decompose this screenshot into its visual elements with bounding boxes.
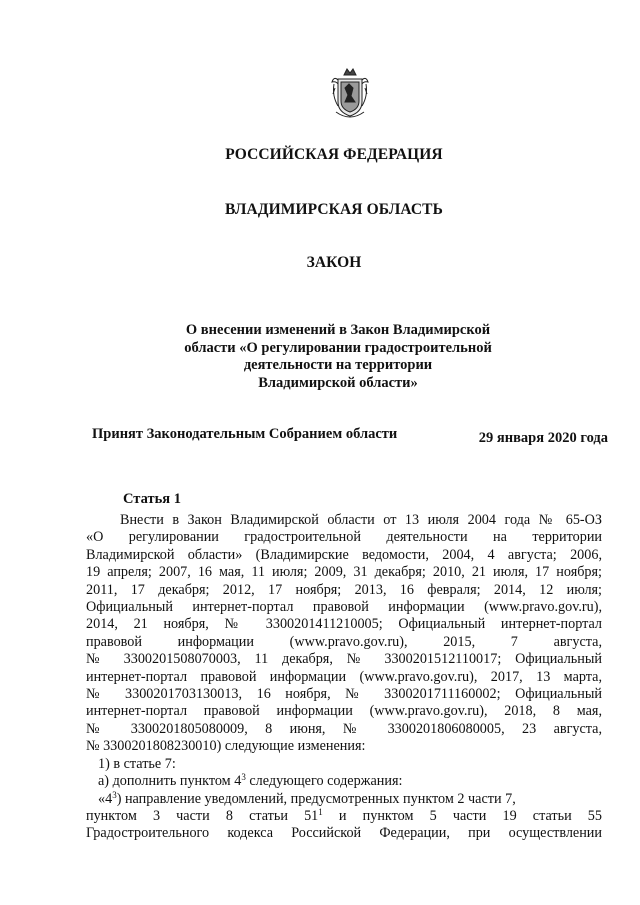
article-body [86,512,602,843]
article-line: 2014, 21 ноября, № 3300201411210005; Официальный интернет-портал [86,616,602,633]
law-title-line: области «О регулировании градостроительной [184,339,492,356]
superscript: 3 [241,772,246,783]
article-line: интернет-портал правовой информации (www.pravo.gov.ru), 2018, 8 мая, [86,703,602,720]
superscript: 3 [112,789,117,800]
law-title-line: О внесении изменений в Закон Владимирской [185,322,491,338]
article-line: 19 апреля; 2007, 16 мая, 11 июля; 2009, 31 декабря; 2010, 21 июля, 17 ноября; [86,564,602,581]
article-line: № 3300201805080009, 8 июня, № 3300201806080005, 23 августа, [86,720,602,737]
law-title [160,322,516,392]
superscript: 1 [318,806,323,817]
article-line: интернет-портал правовой информации (www.pravo.gov.ru), 2017, 13 марта, [86,668,602,685]
quoted-clause: «$4^3$) направление уведомлений, предусмотренных пунктом 2 части 7, [98,789,516,807]
article-line: правовой информации (www.pravo.gov.ru), 2015, 7 августа, [86,633,602,650]
article-line: № 3300201508070003, 11 декабря, № 3300201512110017; Официальный [86,651,602,668]
adopted-by: Принят Законодательным Собранием области [92,426,398,442]
article-line: Официальный интернет-портал правовой информации (www.pravo.gov.ru), [86,599,602,616]
item-1: 1) в статье 7: [98,755,176,772]
article-line: Владимирской области» (Владимирские ведомости, 2004, 4 августа; 2006, [86,546,602,563]
article-line: № 3300201703130013, 16 ноября, № 3300201711160002; Официальный [86,686,602,703]
region-heading: ВЛАДИМИРСКАЯ ОБЛАСТЬ [225,201,443,218]
law-title-line: Владимирской области» [258,374,418,391]
article-line: Внести в Закон Владимирской области от 13 июля 2004 года № 65-ОЗ [120,512,602,528]
article-line: «О регулировании градостроительной деятельности на территории [86,529,602,546]
clause-line: пунктом 3 части 8 статьи $51^1$ и пунктом 5 части 19 статьи 55 [86,806,602,824]
adoption-date: 29 января 2020 года [478,430,608,446]
coat-of-arms-emblem [330,66,370,122]
country-heading: РОССИЙСКАЯ ФЕДЕРАЦИЯ [225,146,443,163]
law-title-line: деятельности на территории [243,357,433,373]
article-line: № 3300201808230010) следующие изменения: [86,738,366,755]
clause-line: Градостроительного кодекса Российской Федерации, при осуществлении [86,825,602,842]
article-title: Статья 1 [123,491,181,507]
article-line: 2011, 17 декабря; 2012, 17 ноября; 2013, 16 февраля; 2014, 12 июля; [86,581,602,598]
document-type-heading: ЗАКОН [306,254,362,271]
item-a: а) дополнить пунктом $4^3$ следующего содержания: [98,772,403,790]
